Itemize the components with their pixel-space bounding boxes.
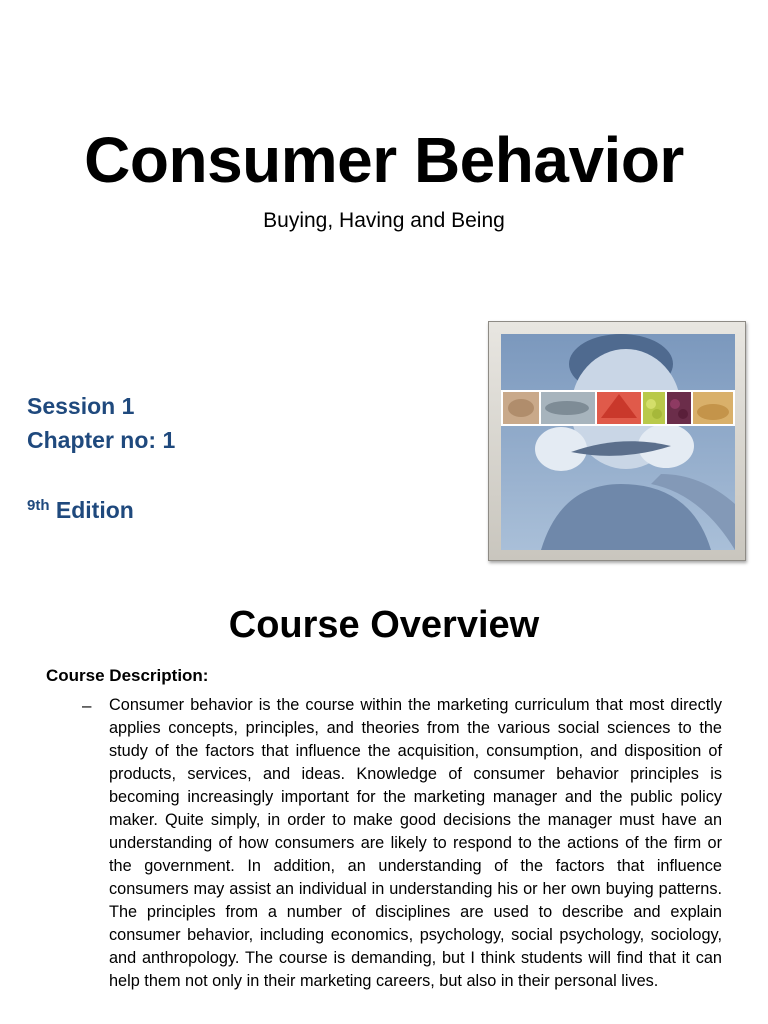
page-subtitle: Buying, Having and Being bbox=[263, 209, 505, 232]
course-description-heading: Course Description: bbox=[46, 666, 209, 685]
chapter-label: Chapter no: 1 bbox=[27, 427, 176, 453]
session-label: Session 1 bbox=[27, 393, 135, 419]
section-title: Course Overview bbox=[228, 604, 540, 646]
book-cover-photo bbox=[501, 334, 735, 550]
bullet-dash: – bbox=[82, 696, 92, 715]
edition-text: Edition bbox=[55, 497, 134, 523]
book-cover-image bbox=[488, 321, 746, 561]
edition-number: 9th bbox=[27, 497, 50, 514]
edition-label bbox=[27, 495, 134, 525]
page-title: Consumer Behavior bbox=[84, 124, 684, 196]
course-description-text: Consumer behavior is the course within the marketing curriculum that most directly applies concepts, principles, and theories from the various social sciences to the study of the factors that influence the acquisition, consumption, and disposition of products, services, and ideas. Knowledge of consumer behavior principles is becoming increasingly important for the marketing manager and the public policy maker. Quite simply, in order to make good decisions the manager must have an understanding of how consumers are likely to respond to the actions of the firm or the government. In addition, an understanding of the factors that influence consumers may assist an individual in understanding his or her own buying patterns. The principles from a number of disciplines are used to describe and explain consumer behavior, including economics, psychology, social psychology, sociology, and anthropology. The course is demanding, but I think students will find that it can help them not only in their marketing careers, but also in their personal lives. bbox=[109, 696, 722, 990]
